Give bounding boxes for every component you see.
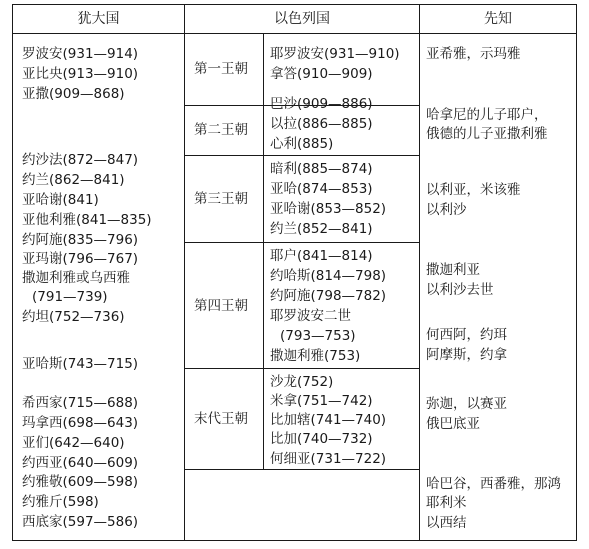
dynasty-separator: [184, 368, 420, 369]
dynasty-separator: [184, 242, 420, 243]
header-bottom-border: [12, 33, 577, 34]
israel-king: 暗利(885—874): [270, 161, 373, 177]
israel-king: 米拿(751—742): [270, 393, 373, 409]
column-divider-judah-israel: [184, 4, 185, 541]
israel-king: 亚哈谢(853—852): [270, 201, 387, 217]
prophet-entry: 阿摩斯，约拿: [426, 347, 507, 363]
israel-king: 比加(740—732): [270, 431, 373, 447]
israel-king: 沙龙(752): [270, 374, 334, 390]
prophet-entry: 何西阿，约珥: [426, 327, 507, 343]
israel-king: 以拉(886—885): [270, 116, 373, 132]
header-prophets: 先知: [484, 11, 512, 27]
dynasty-separator: [184, 155, 420, 156]
prophet-entry: 弥迦，以赛亚: [426, 396, 507, 412]
dynasty-separator: [184, 469, 420, 470]
dynasty-name: 第四王朝: [194, 298, 248, 314]
israel-king: 耶户(841—814): [270, 248, 373, 264]
judah-king: 希西家(715—688): [22, 395, 139, 411]
israel-king: 约哈斯(814—798): [270, 268, 387, 284]
dynasty-divider: [263, 34, 264, 469]
judah-king: 约兰(862—841): [22, 172, 125, 188]
judah-king-years: (791—739): [32, 289, 108, 305]
judah-king: 亚他利雅(841—835): [22, 212, 152, 228]
judah-king: 罗波安(931—914): [22, 46, 139, 62]
prophet-entry: 耶利米: [426, 495, 467, 511]
israel-king-years: (793—753): [280, 328, 356, 344]
prophet-entry: 哈拿尼的儿子耶户，: [426, 107, 548, 123]
israel-king: 何细亚(731—722): [270, 451, 387, 467]
judah-king: 撒迦利雅或乌西雅: [22, 270, 130, 286]
column-divider-israel-prophets: [419, 4, 420, 541]
prophet-entry: 以利沙: [426, 202, 467, 218]
prophet-entry: 以利沙去世: [426, 282, 494, 298]
judah-king: 西底家(597—586): [22, 514, 139, 530]
israel-king: 比加辖(741—740): [270, 412, 387, 428]
dynasty-name: 第一王朝: [194, 61, 248, 77]
prophet-entry: 哈巴谷，西番雅，那鸿: [426, 476, 561, 492]
judah-king: 约西亚(640—609): [22, 455, 139, 471]
israel-king: 耶罗波安(931—910): [270, 46, 400, 62]
table-left-border: [12, 4, 13, 541]
judah-king: 玛拿西(698—643): [22, 415, 139, 431]
judah-king: 亚哈谢(841): [22, 192, 99, 208]
prophet-entry: 俄德的儿子亚撒利雅: [426, 126, 548, 142]
table-right-border: [576, 4, 577, 541]
table-top-border: [12, 4, 577, 5]
dynasty-name: 第三王朝: [194, 191, 248, 207]
judah-king: 约坦(752—736): [22, 309, 125, 325]
header-judah: 犹大国: [77, 11, 120, 27]
israel-king: 巴沙(909—886): [270, 96, 373, 112]
judah-king: 亚玛谢(796—767): [22, 251, 139, 267]
israel-king: 拿答(910—909): [270, 66, 373, 82]
prophet-entry: 以利亚，米该雅: [426, 182, 521, 198]
israel-king: 心利(885): [270, 136, 334, 152]
judah-king: 亚哈斯(743—715): [22, 356, 139, 372]
judah-king: 约雅敬(609—598): [22, 474, 139, 490]
dynasty-name: 第二王朝: [194, 122, 248, 138]
israel-king: 亚哈(874—853): [270, 181, 373, 197]
header-israel: 以色列国: [274, 11, 330, 27]
judah-king: 约阿施(835—796): [22, 232, 139, 248]
prophet-entry: 俄巴底亚: [426, 416, 480, 432]
prophet-entry: 以西结: [426, 515, 467, 531]
judah-king: 亚撒(909—868): [22, 86, 125, 102]
israel-king: 撒迦利雅(753): [270, 348, 361, 364]
prophet-entry: 撒迦利亚: [426, 262, 480, 278]
table-bottom-border: [12, 540, 577, 541]
judah-king: 亚们(642—640): [22, 435, 125, 451]
prophet-entry: 亚希雅，示玛雅: [426, 46, 521, 62]
israel-king: 约兰(852—841): [270, 221, 373, 237]
judah-king: 亚比央(913—910): [22, 66, 139, 82]
israel-king: 约阿施(798—782): [270, 288, 387, 304]
judah-king: 约沙法(872—847): [22, 152, 139, 168]
israel-king: 耶罗波安二世: [270, 308, 351, 324]
dynasty-name: 末代王朝: [194, 411, 248, 427]
judah-king: 约雅斤(598): [22, 494, 99, 510]
